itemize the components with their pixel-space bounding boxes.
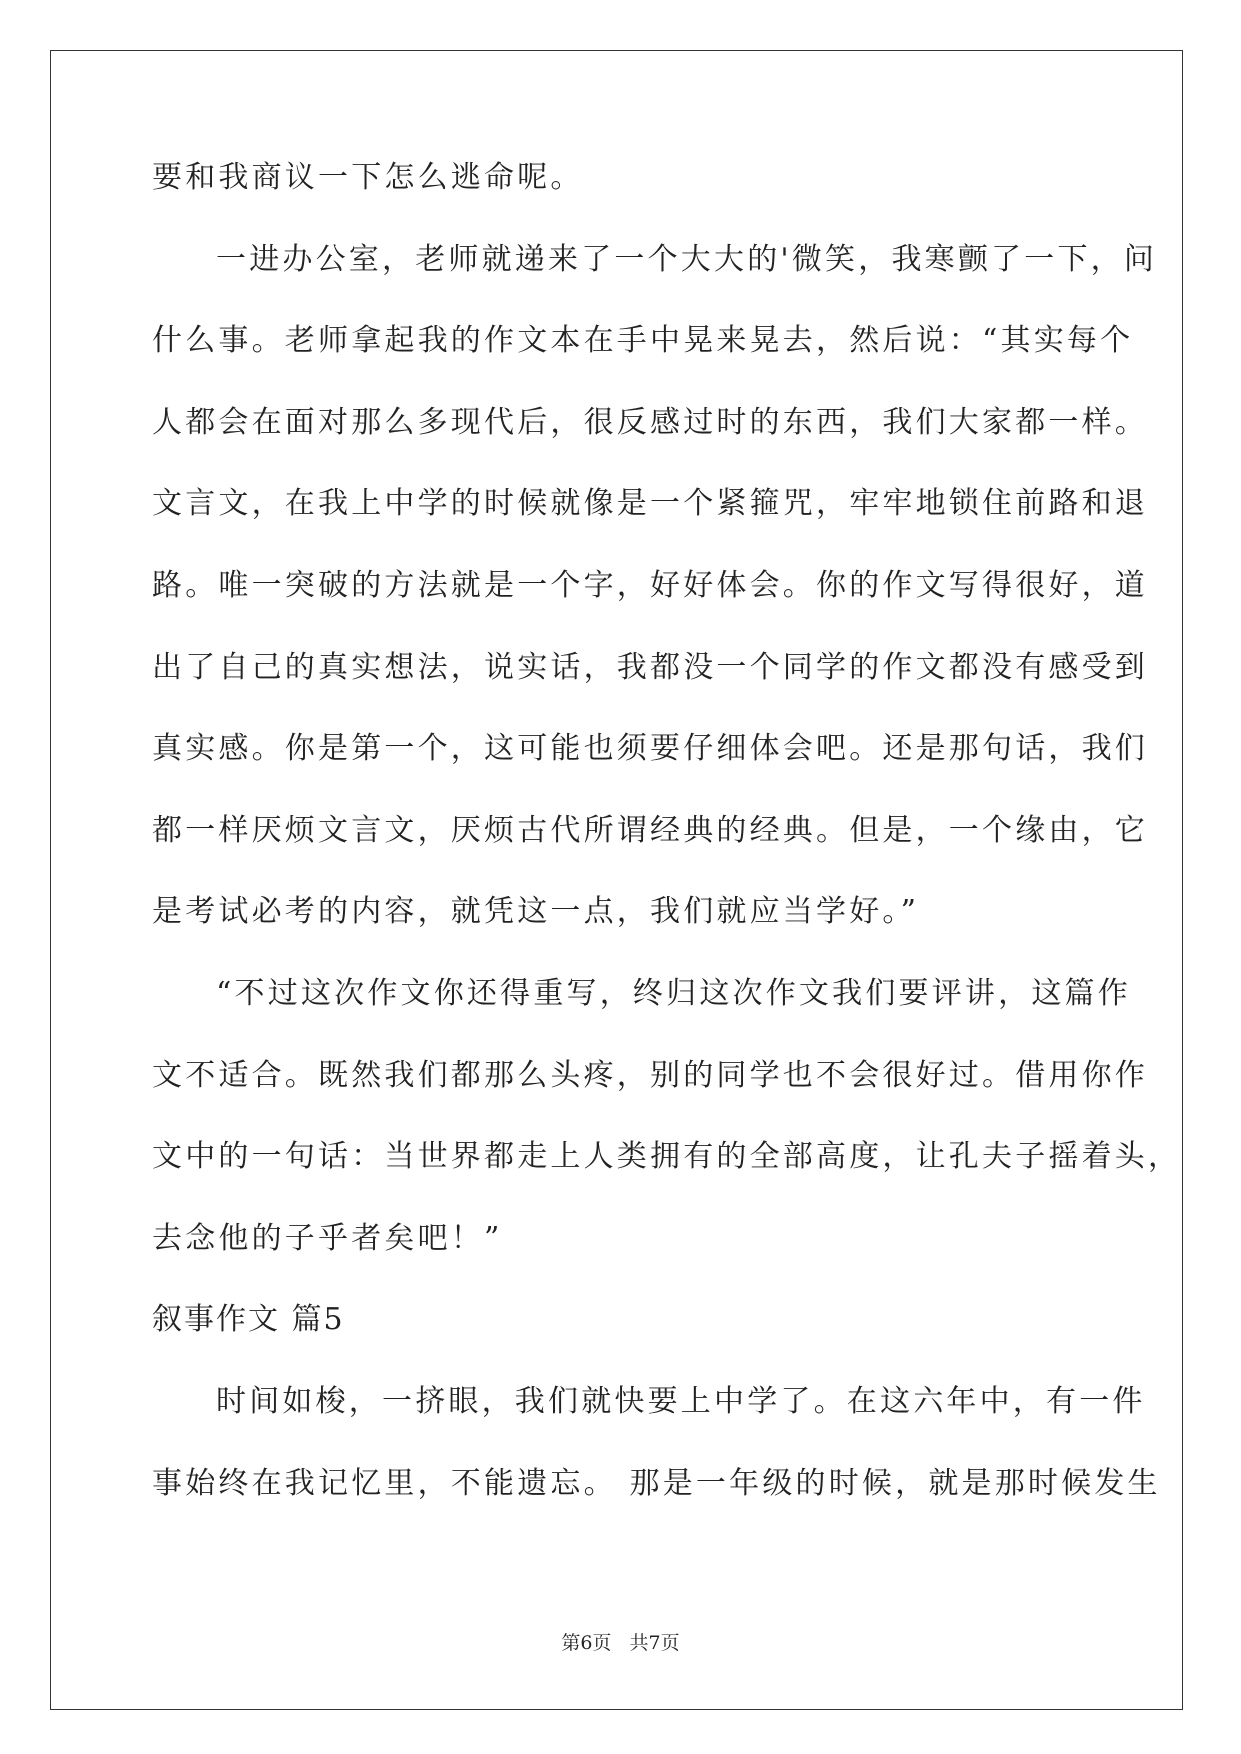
text-line-16: 时间如梭，一挤眼，我们就快要上中学了。在这六年中，有一件 xyxy=(216,1383,1146,1419)
text-line-3: 什么事。老师拿起我的作文本在手中晃来晃去，然后说：“其实每个 xyxy=(152,323,1134,359)
text-line-14: 去念他的子乎者矣吧！” xyxy=(152,1220,503,1256)
text-line-11: “不过这次作文你还得重写，终归这次作文我们要评讲，这篇作 xyxy=(216,975,1131,1011)
text-line-10: 是考试必考的内容，就凭这一点，我们就应当学好。” xyxy=(152,894,920,930)
text-line-2: 一进办公室，老师就递来了一个大大的'微笑，我寒颤了一下，问 xyxy=(216,241,1158,277)
page-number-label: 第6页 共7页 xyxy=(561,1632,680,1654)
section-heading: 叙事作文 篇5 xyxy=(152,1302,345,1338)
text-line-12: 文不适合。既然我们都那么头疼，别的同学也不会很好过。借用你作 xyxy=(152,1057,1148,1093)
text-line-4: 人都会在面对那么多现代后，很反感过时的东西，我们大家都一样。 xyxy=(152,404,1148,440)
text-line-5: 文言文，在我上中学的时候就像是一个紧箍咒，牢牢地锁住前路和退 xyxy=(152,486,1148,522)
text-line-7: 出了自己的真实想法，说实话，我都没一个同学的作文都没有感受到 xyxy=(152,649,1148,685)
text-line-8: 真实感。你是第一个，这可能也须要仔细体会吧。还是那句话，我们 xyxy=(152,731,1148,767)
text-line-13: 文中的一句话：当世界都走上人类拥有的全部高度，让孔夫子摇着头， xyxy=(152,1139,1182,1175)
text-line-1: 要和我商议一下怎么逃命呢。 xyxy=(152,160,584,195)
text-line-6: 路。唯一突破的方法就是一个字，好好体会。你的作文写得很好，道 xyxy=(152,567,1148,603)
text-line-17: 事始终在我记忆里，不能遗忘。 那是一年级的时候，就是那时候发生 xyxy=(152,1465,1161,1501)
text-line-9: 都一样厌烦文言文，厌烦古代所谓经典的经典。但是，一个缘由，它 xyxy=(152,812,1148,848)
page-footer xyxy=(0,1628,1241,1655)
document-body xyxy=(152,158,1182,1545)
